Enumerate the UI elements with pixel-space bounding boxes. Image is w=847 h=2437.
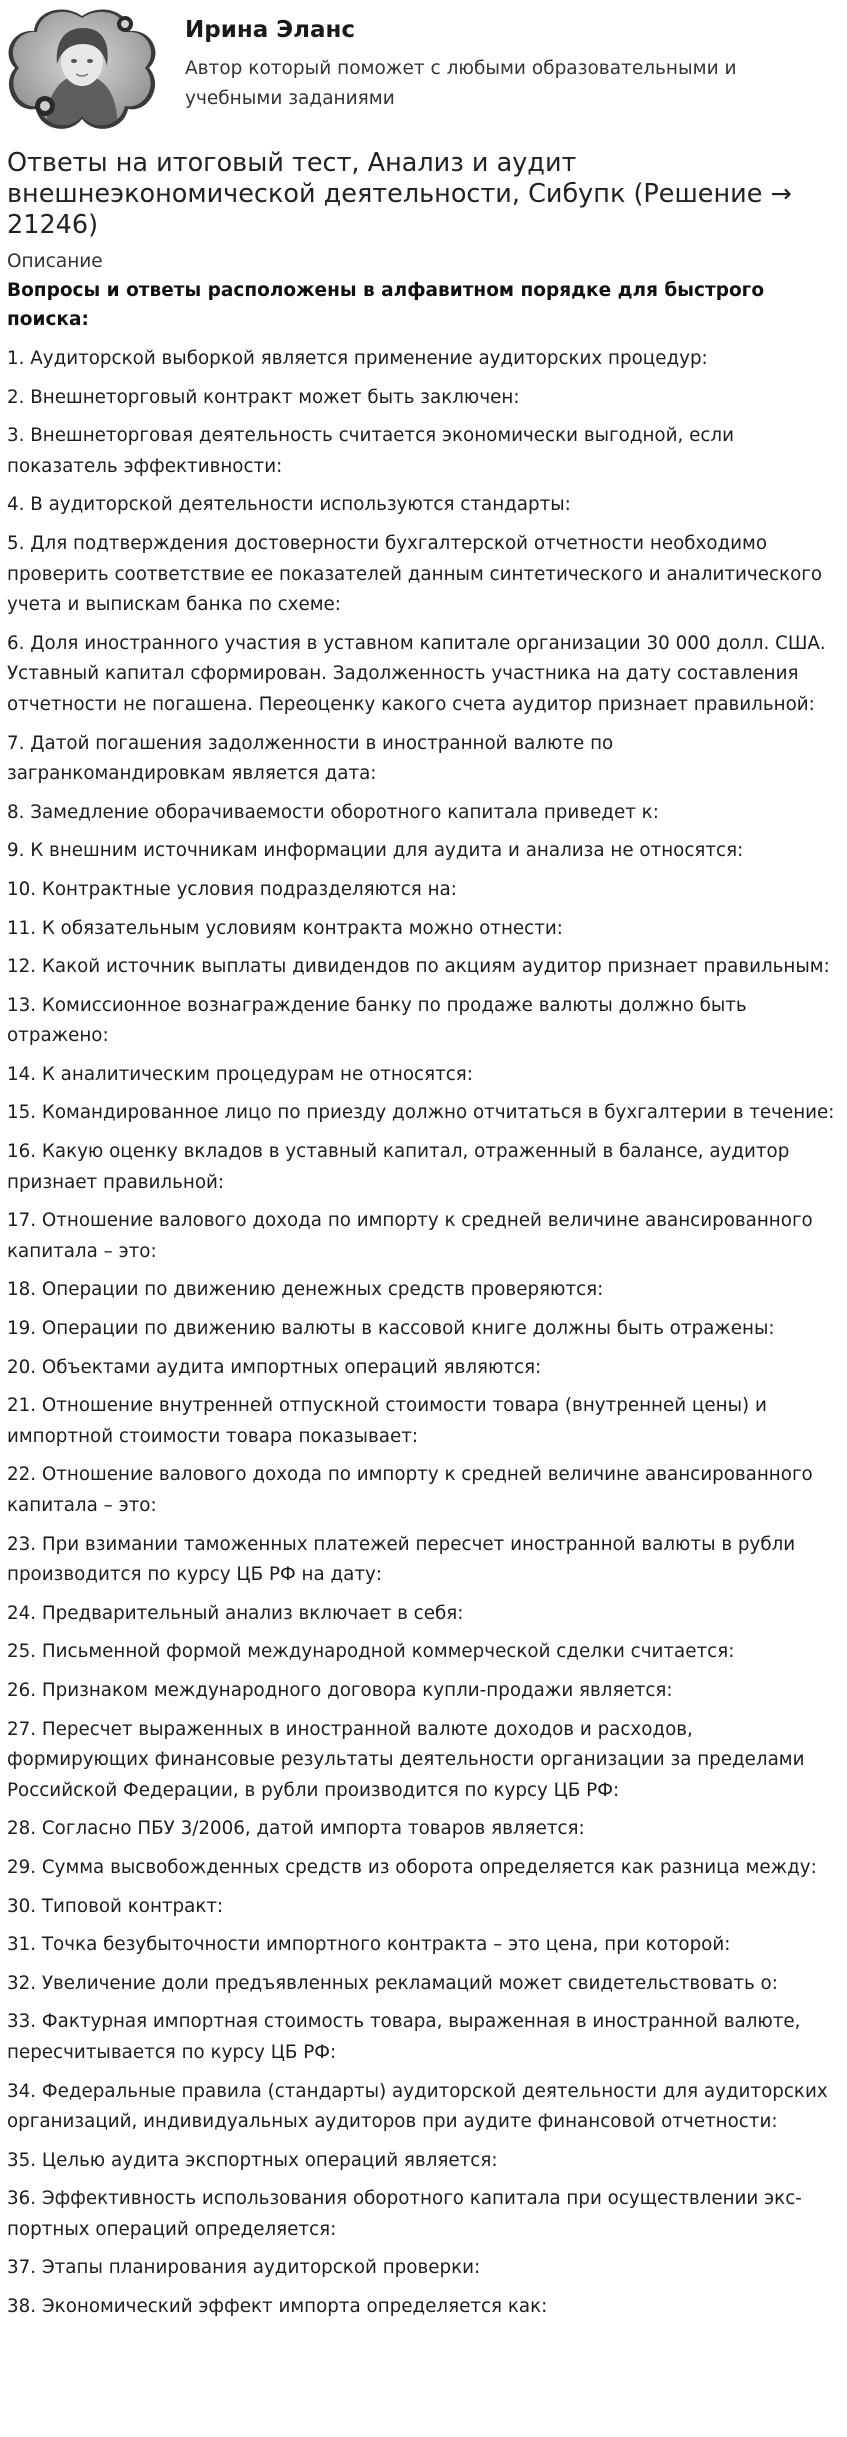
question-item: 18. Операции по движению денежных средств проверяются: xyxy=(7,1279,604,1301)
question-item: 19. Операции по движению валюты в кассовой книге должны быть отражены: xyxy=(7,1318,775,1340)
question-item: 36. Эффективность использования оборотного капитала при осуществлении экспортных операций определяется: xyxy=(7,2188,802,2240)
question-item: 27. Пересчет выраженных в иностранной валюте доходов и расходов, формирующих финансовые результаты деятельности организации за пределами Российской Федерации, в рубли производится по курсу ЦБ РФ: xyxy=(7,1718,805,1801)
question-item: 8. Замедление оборачиваемости оборотного капитала приведет к: xyxy=(7,801,659,823)
question-item: 32. Увеличение доли предъявленных рекламаций может свидетельствовать о: xyxy=(7,1972,778,1994)
question-item: 1. Аудиторской выборкой является применение аудиторских процедур: xyxy=(7,348,708,369)
question-item: 7. Датой погашения задолженности в иностранной валюте по загранкомандировкам является дата: xyxy=(7,732,614,785)
question-item: 10. Контрактные условия подразделяются на: xyxy=(7,878,457,900)
question-item: 35. Целью аудита экспортных операций является: xyxy=(7,2149,498,2171)
question-item: 15. Командированное лицо по приезду должно отчитаться в бухгалтерии в течение: xyxy=(7,1102,835,1124)
question-item: 33. Фактурная импортная стоимость товара, выраженная в иностранной валюте, пересчитывается по курсу ЦБ РФ: xyxy=(7,2011,801,2063)
question-item: 29. Сумма высвобожденных средств из оборота определяется как разница между: xyxy=(7,1856,817,1878)
question-item: 17. Отношение валового дохода по импорту к средней величине авансированного капитала – это: xyxy=(7,1210,813,1262)
question-item: 26. Признаком международного договора купли-продажи является: xyxy=(7,1679,673,1701)
question-item: 38. Экономический эффект импорта определяется как: xyxy=(7,2296,548,2318)
question-item: 25. Письменной формой международной коммерческой сделки считается: xyxy=(7,1641,735,1663)
question-item: 13. Комиссионное вознаграждение банку по продаже валюты должно быть отражено: xyxy=(7,994,747,1047)
question-item: 20. Объектами аудита импортных операций являются: xyxy=(7,1356,542,1378)
flower-frame-icon xyxy=(7,6,157,129)
questions-list xyxy=(7,344,835,2323)
author-info xyxy=(185,6,805,114)
work-title: Ответы на итоговый тест, Анализ и аудит внешнеэкономической деятельности, Сибупк (Решение → 21246) xyxy=(7,148,792,240)
question-item: 5. Для подтверждения достоверности бухгалтерской отчетности необходимо проверить соответствие ее показателей данным синтетического и аналитического учета и выпискам банка по схеме: xyxy=(7,532,823,616)
question-item: 16. Какую оценку вкладов в уставный капитал, отраженный в балансе, аудитор признает правильной: xyxy=(7,1141,790,1193)
author-card xyxy=(7,0,835,134)
description-label: Описание xyxy=(7,251,103,272)
author-avatar[interactable] xyxy=(7,6,157,129)
question-item: 30. Типовой контракт: xyxy=(7,1895,224,1917)
author-description: Автор который поможет с любыми образовательными и учебными заданиями xyxy=(185,58,737,109)
question-item: 2. Внешнеторговый контракт может быть заключен: xyxy=(7,386,520,408)
question-item: 21. Отношение внутренней отпускной стоимости товара (внутренней цены) и импортной стоимости товара показывает: xyxy=(7,1395,767,1447)
question-item: 4. В аудиторской деятельности используются стандарты: xyxy=(7,494,571,516)
question-item: 14. К аналитическим процедурам не относятся: xyxy=(7,1063,473,1085)
author-name[interactable]: Ирина Эланс xyxy=(185,17,356,43)
question-item: 31. Точка безубыточности импортного контракта – это цена, при которой: xyxy=(7,1934,731,1956)
question-item: 37. Этапы планирования аудиторской проверки: xyxy=(7,2257,481,2279)
question-item: 3. Внешнеторговая деятельность считается экономически выгодной, если показатель эффективности: xyxy=(7,425,734,477)
question-item: 11. К обязательным условиям контракта можно отнести: xyxy=(7,917,563,939)
question-item: 6. Доля иностранного участия в уставном капитале организации 30 000 долл. США. Уставный капитал сформирован. Задолженность участника на дату составления отчетности не погашена. Переоценку какого счета аудитор признает правильной: xyxy=(7,632,826,715)
question-item: 28. Согласно ПБУ 3/2006, датой импорта товаров является: xyxy=(7,1818,585,1840)
question-item: 12. Какой источник выплаты дивидендов по акциям аудитор признает правильным: xyxy=(7,956,830,978)
question-item: 23. При взимании таможенных платежей пересчет иностранной валюты в рубли производится по курсу ЦБ РФ на дату: xyxy=(7,1533,796,1586)
question-item: 22. Отношение валового дохода по импорту к средней величине авансированного капитала – это: xyxy=(7,1464,813,1516)
question-item: 34. Федеральные правила (стандарты) аудиторской деятельности для аудиторских организаций, индивидуальных аудиторов при аудите финансовой отчетности: xyxy=(7,2080,828,2133)
intro-text: Вопросы и ответы расположены в алфавитном порядке для быстрого поиска: xyxy=(7,280,765,330)
question-item: 9. К внешним источникам информации для аудита и анализа не относятся: xyxy=(7,840,744,862)
question-item: 24. Предварительный анализ включает в себя: xyxy=(7,1602,464,1624)
